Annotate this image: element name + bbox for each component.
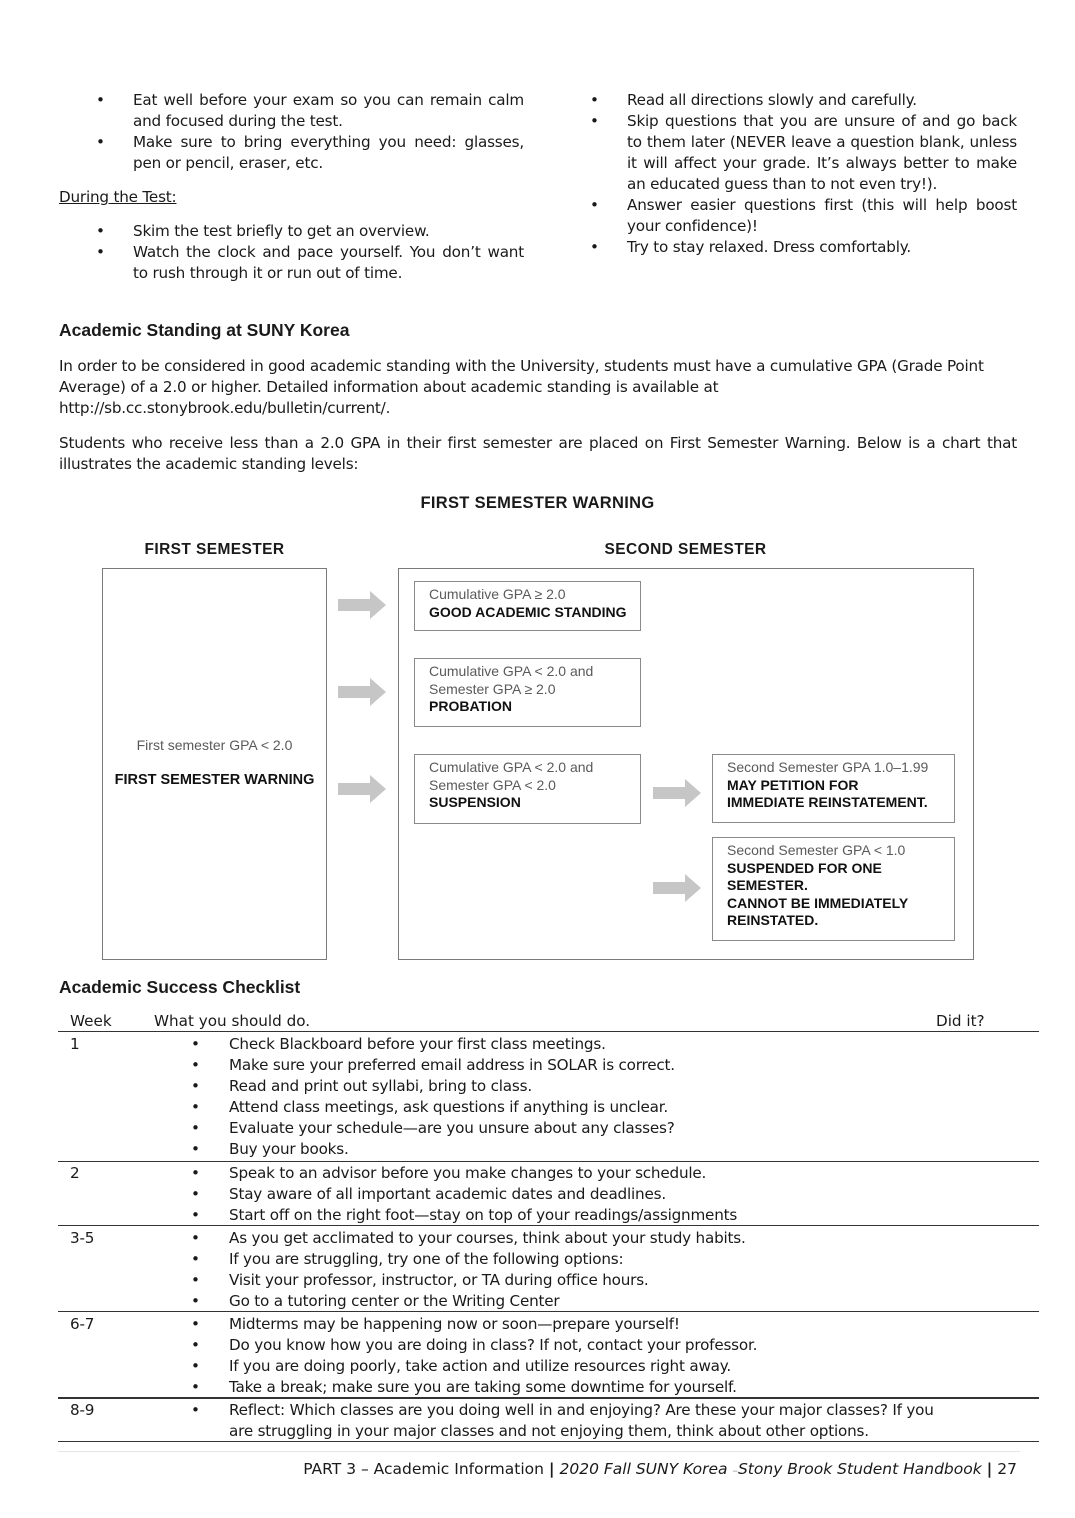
week-cell: 6-7 [70,1315,95,1333]
second-semester-heading: SECOND SEMESTER [604,541,767,558]
list-item: • Speak to an advisor before you make changes to your schedule. [155,1163,1035,1184]
table-divider [58,1031,1039,1032]
suspended-box [712,837,955,941]
good-standing-box [414,581,641,631]
arrow-right-icon [338,775,386,803]
list-item: • Buy your books. [155,1139,1035,1160]
during-test-list [59,221,524,284]
week-cell: 2 [70,1164,80,1182]
list-item: • Skim the test briefly to get an overview. [59,221,524,242]
footer-part: PART 3 – Academic Information [303,1460,544,1478]
list-item: • Answer easier questions first (this will help boost your confidence)! [553,195,1017,237]
chart-title: FIRST SEMESTER WARNING [420,494,655,512]
probation-criteria-2: Semester GPA ≥ 2.0 [429,680,556,697]
petition-label-2: IMMEDIATE REINSTATEMENT. [727,794,928,810]
list-item: • Go to a tutoring center or the Writing Center [155,1291,1035,1312]
list-item: • Stay aware of all important academic dates and deadlines. [155,1184,1035,1205]
list-item: • Make sure to bring everything you need: glasses, pen or pencil, eraser, etc. [59,132,524,174]
list-item: • If you are doing poorly, take action and utilize resources right away. [155,1356,1035,1377]
arrow-right-icon [338,591,386,619]
list-item: • Attend class meetings, ask questions if anything is unclear. [155,1097,1035,1118]
footer-separator: | [986,1460,993,1478]
list-item: • Skip questions that you are unsure of and go back to them later (NEVER leave a question blank, unless it will affect your grade. It’s always better to make an educated guess than to not even try!). [553,111,1017,195]
task-list [155,1400,935,1442]
suspension-box [414,754,641,824]
suspension-label: SUSPENSION [429,794,521,810]
list-item: • Make sure your preferred email address in SOLAR is correct. [155,1055,1035,1076]
probation-criteria-1: Cumulative GPA < 2.0 and [429,663,594,679]
task-list [155,1228,1035,1312]
standing-paragraph-2: Students who receive less than a 2.0 GPA in their first semester are placed on First Semester Warning. Below is a chart that illustrates the academic standing levels: [59,434,1017,473]
suspended-criteria: Second Semester GPA < 1.0 [727,842,906,858]
task-list [155,1034,1035,1160]
list-item: • Read and print out syllabi, bring to class. [155,1076,1035,1097]
suspension-criteria-2: Semester GPA < 2.0 [429,776,556,793]
table-divider [58,1397,1039,1399]
petition-criteria: Second Semester GPA 1.0–1.99 [727,759,929,775]
suspended-label-1: SUSPENDED FOR ONE [727,859,882,876]
arrow-right-icon [338,678,386,706]
top-left-column [59,90,524,284]
column-header-week: Week [70,1012,112,1030]
list-item: • Do you know how you are doing in class? If not, contact your professor. [155,1335,1035,1356]
task-list [155,1314,1035,1398]
first-semester-heading: FIRST SEMESTER [144,541,285,558]
list-item: • Eat well before your exam so you can remain calm and focused during the test. [59,90,524,132]
table-row [155,1228,1035,1312]
table-divider [58,1441,1039,1442]
good-standing-criteria: Cumulative GPA ≥ 2.0 [429,586,566,602]
page-number: 27 [997,1460,1017,1478]
arrow-right-icon [653,874,701,902]
probation-box [414,658,641,727]
week-cell: 8-9 [70,1401,95,1419]
during-test-subheading: During the Test: [59,188,177,206]
suspended-label-3: CANNOT BE IMMEDIATELY [727,894,909,911]
table-row [155,1314,1035,1398]
list-item: • Start off on the right foot—stay on top of your readings/assignments [155,1205,1035,1226]
column-header-what: What you should do. [154,1012,311,1030]
first-semester-panel [102,568,327,960]
first-semester-warning-label: FIRST SEMESTER WARNING [114,772,315,788]
standing-heading: Academic Standing at SUNY Korea [59,320,350,340]
footer-separator: | [548,1460,555,1478]
week-cell: 3-5 [70,1229,95,1247]
footer-handbook: 2020 Fall SUNY Korea [559,1460,728,1478]
column-header-did-it: Did it? [936,1012,985,1030]
suspension-criteria-1: Cumulative GPA < 2.0 and [429,759,594,775]
checklist-heading: Academic Success Checklist [59,977,301,997]
list-item: • Visit your professor, instructor, or TA during office hours. [155,1270,1035,1291]
table-divider [58,1225,1039,1226]
list-item: • Try to stay relaxed. Dress comfortably. [553,237,1017,258]
good-standing-label: GOOD ACADEMIC STANDING [429,603,627,620]
list-item: • Watch the clock and pace yourself. You don’t want to rush through it or run out of time. [59,242,524,284]
top-right-column [553,90,1017,258]
week-cell: 1 [70,1035,80,1053]
petition-label-1: MAY PETITION FOR [727,776,859,793]
footer-rule [58,1451,1020,1452]
exam-prep-list [59,90,524,174]
list-item: • As you get acclimated to your courses, think about your study habits. [155,1228,1035,1249]
probation-label: PROBATION [429,698,512,714]
table-row [155,1034,1035,1160]
list-item: • Midterms may be happening now or soon—prepare yourself! [155,1314,1035,1335]
list-item: • Check Blackboard before your first class meetings. [155,1034,1035,1055]
first-semester-gpa-label: First semester GPA < 2.0 [136,737,293,753]
list-item: • If you are struggling, try one of the following options: [155,1249,1035,1270]
petition-box [712,754,955,823]
table-divider [58,1311,1039,1312]
table-row [155,1400,935,1442]
footer-dash: – [732,1464,738,1477]
list-item: • Take a break; make sure you are taking some downtime for yourself. [155,1377,1035,1398]
list-item: • Evaluate your schedule—are you unsure about any classes? [155,1118,1035,1139]
arrow-right-icon [653,779,701,807]
page-footer [303,1460,1017,1478]
table-divider [58,1161,1039,1162]
suspended-label-4: REINSTATED. [727,912,819,928]
list-item: • Reflect: Which classes are you doing well in and enjoying? Are these your major classes? If you are struggling in your major classes and not enjoying them, think about other options. [155,1400,935,1442]
standing-paragraph-1: In order to be considered in good academic standing with the University, students must have a cumulative GPA (Grade Point Average) of a 2.0 or higher. Detailed information about academic standing is available at http://sb.cc.stonybrook.edu/bulletin/current/. [59,357,984,417]
footer-handbook-2: Stony Brook Student Handbook [737,1460,982,1478]
list-item: • Read all directions slowly and carefully. [553,90,1017,111]
test-tips-list [553,90,1017,258]
table-row [155,1163,1035,1226]
suspended-label-2: SEMESTER. [727,877,808,893]
task-list [155,1163,1035,1226]
